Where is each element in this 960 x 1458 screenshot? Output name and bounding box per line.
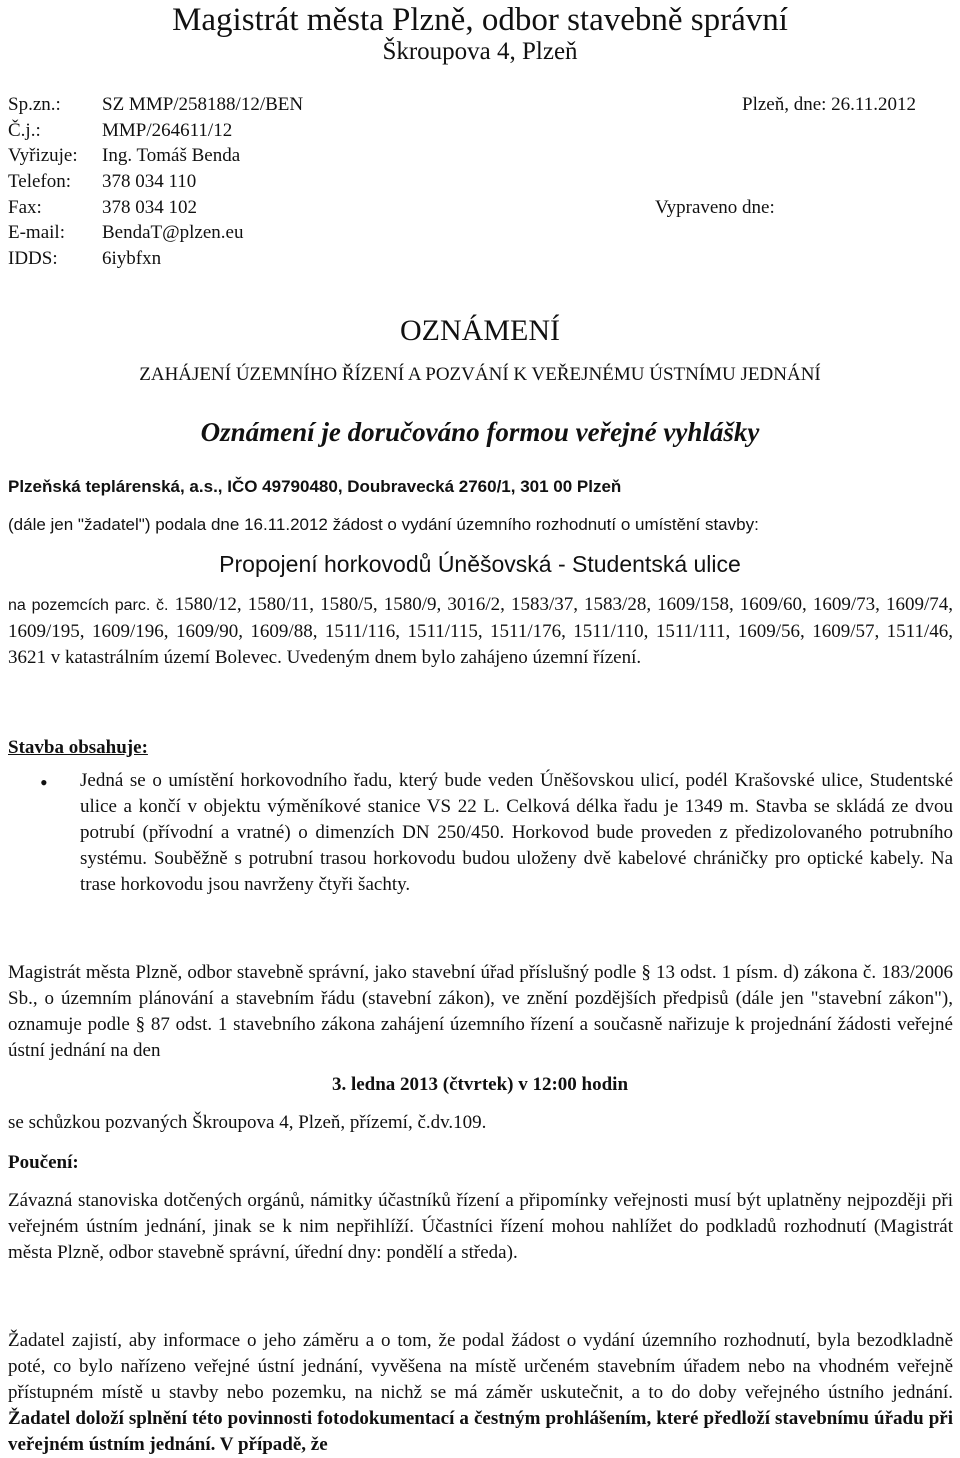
instruction-paragraph: Závazná stanoviska dotčených orgánů, námitky účastníků řízení a připomínky veřejnosti musí být uplatněny nejpozději při veřejném ústním jednání, jinak se k nim nepřihlíží. Účastníci řízení mohou nahlížet do podkladů rozhodnutí (Magistrát města Plzně, odbor stavebně správní, úřední dny: pondělí a středa). [8, 1190, 953, 1263]
contents-description: Jedná se o umístění horkovodního řadu, který bude veden Úněšovskou ulicí, podél Krašovské ulice, Studentské ulice a končí v objektu výměníkové stanice VS 22 L. Celková délka řadu je 1349 m. Stavba se skládá ze dvou potrubí (přívodní a vratné) o dimenzích DN 250/450. Horkovod bude proveden z předizolovaného potrubního systému. Souběžně s potrubní trasou horkovodu budou uloženy dvě kabelové chráničky pro optické kabely. Na trase horkovodu jsou navrženy čtyři šachty. [80, 770, 953, 895]
meta-label-idds: IDDS: [8, 248, 58, 269]
meeting-date: 3. ledna 2013 (čtvrtek) v 12:00 hodin [331, 1074, 629, 1095]
project-name: Propojení horkovodů Úněšovská - Studentská ulice [219, 551, 741, 577]
applicant-duty-paragraph [8, 1328, 953, 1458]
parcels-paragraph [8, 592, 953, 671]
bullet-icon: • [40, 770, 48, 795]
meta-value-idds: 6iybfxn [102, 248, 162, 269]
delivery-notice: Oznámení je doručováno formou veřejné vyhlášky [200, 417, 760, 447]
meta-label-fax: Fax: [8, 197, 42, 218]
meta-value-email: BendaT@plzen.eu [102, 222, 244, 243]
meta-label-vyrizuje: Vyřizuje: [8, 145, 78, 166]
applicant-duty-text: Žadatel zajistí, aby informace o jeho záměru a o tom, že podal žádost o vydání územního rozhodnutí, byla bezodkladně poté, co bylo nařízeno veřejné ústní jednání, vyvěšena na místě určeném stavebním úřadem nebo na vhodném veřejně přístupném místě u stavby nebo pozemku, na nichž se má záměr uskutečnit, a to do doby veřejného ústního jednání. [8, 1330, 953, 1403]
meta-value-vyrizuje: Ing. Tomáš Benda [102, 145, 241, 166]
submission-line: (dále jen "žadatel") podala dne 16.11.2012 žádost o vydání územního rozhodnutí o umístění stavby: [8, 515, 759, 534]
instruction-heading: Poučení: [8, 1152, 79, 1173]
organization-title: Magistrát města Plzně, odbor stavebně správní [172, 2, 788, 38]
document-title: OZNÁMENÍ [400, 314, 560, 347]
applicant-duty-bold: Žadatel doloží splnění této povinnosti fotodokumentací a čestným prohlášením, které předloží stavebnímu úřadu při veřejném ústním jednání. V případě, že [8, 1408, 953, 1455]
meta-value-telefon: 378 034 110 [102, 171, 197, 192]
applicant-line: Plzeňská teplárenská, a.s., IČO 49790480, Doubravecká 2760/1, 301 00 Plzeň [8, 477, 622, 496]
parcels-lead: na pozemcích parc. č. [8, 597, 169, 614]
meta-label-email: E-mail: [8, 222, 65, 243]
authority-paragraph: Magistrát města Plzně, odbor stavebně správní, jako stavební úřad příslušný podle § 13 odst. 1 písm. d) zákona č. 183/2006 Sb., o územním plánování a stavebním řádu (stavební zákon), ve znění pozdějších předpisů (dále jen "stavební zákon"), oznamuje podle § 87 odst. 1 stavebního zákona zahájení územního řízení a současně nařizuje k projednání žádosti veřejné ústní jednání na den [8, 962, 953, 1061]
contents-heading: Stavba obsahuje: [8, 737, 148, 758]
meta-label-telefon: Telefon: [8, 171, 72, 192]
organization-address: Škroupova 4, Plzeň [382, 38, 578, 65]
meeting-place: se schůzkou pozvaných Škroupova 4, Plzeň, přízemí, č.dv.109. [8, 1112, 487, 1133]
meta-value-spzn: SZ MMP/258188/12/BEN [102, 94, 304, 115]
sent-date-label: Vypraveno dne: [655, 197, 775, 218]
meta-value-fax: 378 034 102 [102, 197, 197, 218]
meta-value-cj: MMP/264611/12 [102, 120, 233, 141]
document-date: Plzeň, dne: 26.11.2012 [742, 94, 916, 115]
parcels-list: 1580/12, 1580/11, 1580/5, 1580/9, 3016/2, 1583/37, 1583/28, 1609/158, 1609/60, 1609/73, 1609/74, 1609/195, 1609/196, 1609/90, 1609/88, 1511/116, 1511/115, 1511/176, 1511/110, 1511/111, 1609/56, 1609/57, 1511/46, 3621 v katastrálním území Bolevec. Uvedeným dnem bylo zahájeno územní řízení. [8, 594, 954, 668]
document-subtitle: ZAHÁJENÍ ÚZEMNÍHO ŘÍZENÍ A POZVÁNÍ K VEŘEJNÉMU ÚSTNÍMU JEDNÁNÍ [139, 364, 821, 385]
meta-label-spzn: Sp.zn.: [8, 94, 61, 115]
meta-label-cj: Č.j.: [8, 120, 41, 141]
